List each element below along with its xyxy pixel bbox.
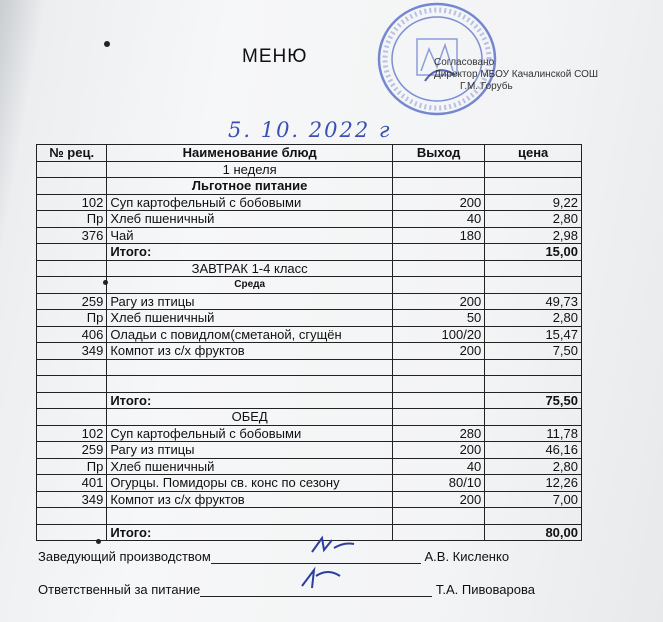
production-signature-line — [38, 549, 509, 564]
output-cell: 200 — [392, 293, 484, 310]
total-price-cell: 15,00 — [485, 244, 582, 261]
production-label: Заведующий производством — [38, 549, 211, 564]
empty-cell — [37, 244, 107, 261]
price-cell: 2,80 — [485, 458, 582, 475]
dish-name-cell: Рагу из птицы — [107, 442, 393, 459]
empty-cell — [37, 161, 107, 178]
dish-name-cell: Суп картофельный с бобовыми — [107, 194, 393, 211]
ink-dot — [104, 41, 110, 47]
output-cell: 280 — [392, 425, 484, 442]
recipe-code-cell: 102 — [37, 425, 107, 442]
table-row — [37, 491, 582, 508]
table-row — [37, 244, 582, 261]
output-cell: 50 — [392, 310, 484, 327]
nutrition-name: Т.А. Пивоварова — [435, 582, 535, 597]
ink-dot — [103, 280, 108, 285]
empty-cell — [107, 376, 393, 393]
total-price-cell: 80,00 — [485, 524, 582, 541]
recipe-code-cell: 259 — [37, 293, 107, 310]
empty-cell — [392, 178, 484, 195]
empty-cell — [392, 524, 484, 541]
price-cell: 46,16 — [485, 442, 582, 459]
section-heading-cell: Среда — [107, 277, 393, 294]
output-cell: 40 — [392, 211, 484, 228]
approval-line-3: Г.М. Горубь — [460, 81, 513, 92]
nutrition-label: Ответственный за питание — [38, 582, 201, 597]
page-title: МЕНЮ — [242, 46, 308, 67]
dish-name-cell: Хлеб пшеничный — [107, 211, 393, 228]
table-row — [37, 227, 582, 244]
recipe-code-cell: Пр — [37, 458, 107, 475]
price-cell: 7,00 — [485, 491, 582, 508]
output-cell: 200 — [392, 194, 484, 211]
dish-name-cell: Огурцы. Помидоры св. конс по сезону — [107, 475, 393, 492]
recipe-code-cell: 349 — [37, 343, 107, 360]
table-row — [37, 425, 582, 442]
column-header-price: цена — [485, 145, 582, 162]
output-cell: 200 — [392, 491, 484, 508]
empty-cell — [392, 244, 484, 261]
recipe-code-cell: 401 — [37, 475, 107, 492]
dish-name-cell: Рагу из птицы — [107, 293, 393, 310]
table-row — [37, 277, 582, 294]
empty-cell — [37, 277, 107, 294]
empty-cell — [37, 376, 107, 393]
menu-table-body — [37, 161, 582, 541]
table-row — [37, 409, 582, 426]
dish-name-cell: Оладьи с повидлом(сметаной, сгущён — [107, 326, 393, 343]
empty-cell — [485, 260, 582, 277]
price-cell: 12,26 — [485, 475, 582, 492]
empty-cell — [37, 359, 107, 376]
price-cell: 7,50 — [485, 343, 582, 360]
empty-cell — [485, 508, 582, 525]
production-name: А.В. Кисленко — [424, 549, 510, 564]
empty-cell — [37, 409, 107, 426]
total-label-cell: Итого: — [107, 244, 393, 261]
price-cell: 2,80 — [485, 211, 582, 228]
price-cell: 11,78 — [485, 425, 582, 442]
empty-cell — [392, 260, 484, 277]
dish-name-cell: Хлеб пшеничный — [107, 458, 393, 475]
output-cell: 200 — [392, 343, 484, 360]
handwritten-signature-icon — [308, 534, 358, 564]
approval-block — [434, 57, 598, 93]
empty-cell — [37, 178, 107, 195]
total-label-cell: Итого: — [107, 524, 393, 541]
empty-cell — [37, 508, 107, 525]
recipe-code-cell: 259 — [37, 442, 107, 459]
dish-name-cell: Чай — [107, 227, 393, 244]
empty-cell — [392, 392, 484, 409]
empty-cell — [485, 277, 582, 294]
handwritten-signature-icon — [298, 566, 348, 598]
dish-name-cell: Компот из с/х фруктов — [107, 343, 393, 360]
recipe-code-cell: Пр — [37, 310, 107, 327]
output-cell: 180 — [392, 227, 484, 244]
empty-cell — [485, 359, 582, 376]
table-row — [37, 310, 582, 327]
dish-name-cell: Хлеб пшеничный — [107, 310, 393, 327]
column-header-name: Наименование блюд — [107, 145, 393, 162]
recipe-code-cell: 349 — [37, 491, 107, 508]
output-cell: 80/10 — [392, 475, 484, 492]
table-row — [37, 293, 582, 310]
recipe-code-cell: 376 — [37, 227, 107, 244]
table-row — [37, 442, 582, 459]
empty-cell — [392, 359, 484, 376]
menu-table — [36, 144, 582, 541]
table-row — [37, 194, 582, 211]
table-row — [37, 260, 582, 277]
table-row — [37, 343, 582, 360]
table-row — [37, 508, 582, 525]
section-heading-cell: ОБЕД — [107, 409, 393, 426]
table-row — [37, 326, 582, 343]
table-row — [37, 211, 582, 228]
empty-cell — [485, 376, 582, 393]
empty-cell — [107, 359, 393, 376]
output-cell: 40 — [392, 458, 484, 475]
price-cell: 2,98 — [485, 227, 582, 244]
price-cell: 9,22 — [485, 194, 582, 211]
empty-cell — [37, 392, 107, 409]
recipe-code-cell: Пр — [37, 211, 107, 228]
table-row — [37, 178, 582, 195]
table-row — [37, 458, 582, 475]
ink-dot — [96, 539, 101, 544]
output-cell: 100/20 — [392, 326, 484, 343]
nutrition-signature-line — [38, 582, 535, 597]
price-cell: 49,73 — [485, 293, 582, 310]
dish-name-cell: Компот из с/х фруктов — [107, 491, 393, 508]
price-cell: 2,80 — [485, 310, 582, 327]
empty-cell — [485, 409, 582, 426]
approval-line-2: Директор МБОУ Качалинской СОШ — [434, 69, 599, 80]
total-price-cell: 75,50 — [485, 392, 582, 409]
table-row — [37, 359, 582, 376]
empty-cell — [485, 178, 582, 195]
total-label-cell: Итого: — [107, 392, 393, 409]
empty-cell — [485, 161, 582, 178]
section-heading-cell: ЗАВТРАК 1-4 класс — [107, 260, 393, 277]
table-row — [37, 376, 582, 393]
table-row — [37, 475, 582, 492]
section-heading-cell: 1 неделя — [107, 161, 393, 178]
column-header-output: Выход — [392, 145, 484, 162]
table-row — [37, 161, 582, 178]
empty-cell — [392, 409, 484, 426]
empty-cell — [107, 508, 393, 525]
empty-cell — [392, 161, 484, 178]
table-header-row — [37, 145, 582, 162]
handwritten-date: 5. 10. 2022 г — [228, 118, 392, 142]
empty-cell — [392, 376, 484, 393]
price-cell: 15,47 — [485, 326, 582, 343]
empty-cell — [392, 277, 484, 294]
table-row — [37, 392, 582, 409]
column-header-code: № рец. — [37, 145, 107, 162]
dish-name-cell: Суп картофельный с бобовыми — [107, 425, 393, 442]
approval-line-1: Согласовано — [434, 57, 495, 68]
output-cell: 200 — [392, 442, 484, 459]
empty-cell — [392, 508, 484, 525]
empty-cell — [37, 260, 107, 277]
recipe-code-cell: 406 — [37, 326, 107, 343]
recipe-code-cell: 102 — [37, 194, 107, 211]
section-heading-cell: Льготное питание — [107, 178, 393, 195]
empty-cell — [37, 524, 107, 541]
